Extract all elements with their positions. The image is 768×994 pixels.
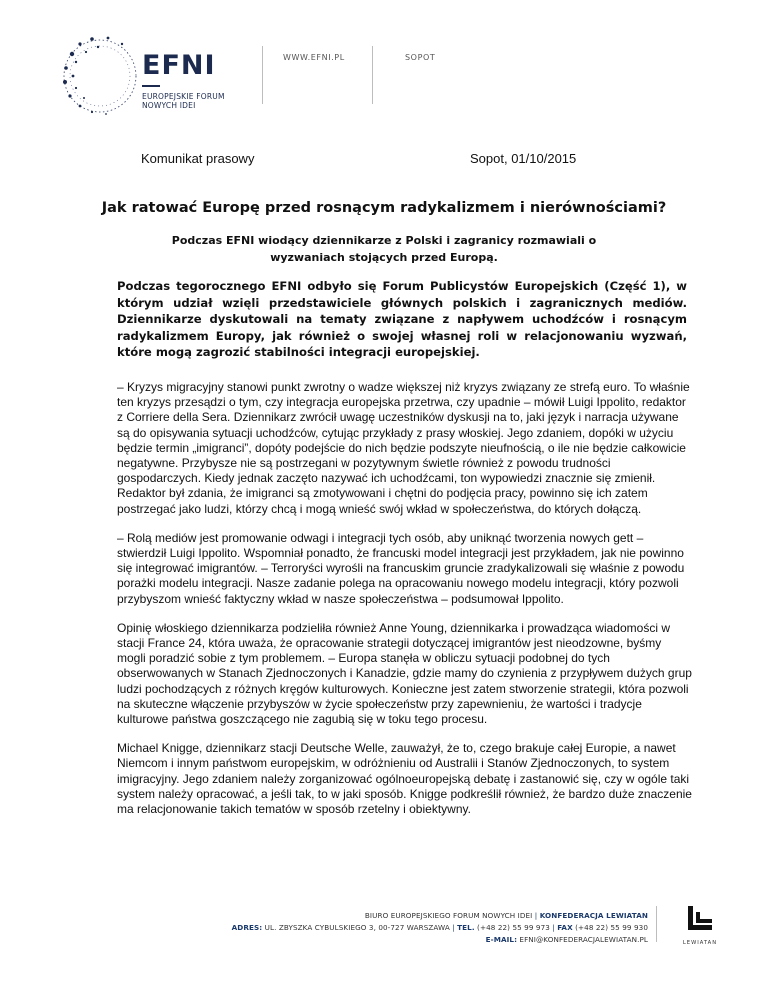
footer-fax-label: FAX <box>557 923 573 932</box>
footer-address-label: ADRES: <box>231 923 263 932</box>
body-paragraph-3: Opinię włoskiego dziennikarza podzieliła również Anne Young, dziennikarka i prowadząca wiadomości w stacji France 24, która uważa, że opracowanie strategii dotyczącej imigrantów jest nieodzowne, byśmy mogli poradzić sobie z tym problemem. – Europa stanęła w obliczu sytuacji podobnej do tych obserwowanych w Stanach Zjednoczonych i Kanadzie, gdzie mamy do czynienia z przypływem dużych grup ludzi pochodzących z różnych kręgów kulturowych. Konieczne jest zatem stworzenie strategii, która pozwoli na skuteczne włączenie przybyszów w życie społeczeństw przy zapewnieniu, że wartości i tradycje kulturowe państwa goszczącego nie zagubią się w toku tego procesu. <box>117 620 692 727</box>
body-paragraph-4: Michael Knigge, dziennikarz stacji Deutsche Welle, zauważył, że to, czego brakuje całej Europie, a nawet Niemcom i innym państwom europejskim, w odróżnieniu od Australii i Stanów Zjednoczonych, to system imigracyjny. Jego zdaniem należy zorganizować ogólnoeuropejską debatę i zastanowić się, czy w ogóle taki system należy opracować, a jeśli tak, to w jaki sposób. Knigge podkreślił również, że bardzo duże znaczenie ma relacjonowanie takich tematów w sposób rzetelny i obiektywny. <box>117 741 692 817</box>
efni-logo <box>142 52 225 110</box>
footer-email-label: E-MAIL: <box>485 935 518 944</box>
footer-office: BIURO EUROPEJSKIEGO FORUM NOWYCH IDEI <box>364 911 533 920</box>
lead-paragraph: Podczas tegorocznego EFNI odbyło się Forum Publicystów Europejskich (Część 1), w którym udział wzięli przedstawiciele głównych polskich i zagranicznych mediów. Dziennikarze dyskutowali na tematy związane z napływem uchodźców i rosnącym radykalizmem Europy, jak również o swojej własnej roli w relacjonowaniu wyzwań, które mogą zagrozić stabilności integracji europejskiej. <box>117 279 687 360</box>
footer-organization: KONFEDERACJA LEWIATAN <box>539 911 648 920</box>
efni-logo-graphic <box>56 32 146 122</box>
article-body <box>117 380 692 831</box>
footer-separator: | <box>549 923 558 932</box>
footer-fax: (+48 22) 55 99 930 <box>572 923 648 932</box>
efni-logo-circle-icon <box>56 32 146 122</box>
header-divider-2 <box>372 46 373 104</box>
body-paragraph-1: – Kryzys migracyjny stanowi punkt zwrotny o wadze większej niż kryzys związany ze strefą euro. To właśnie ten kryzys przesądzi o tym, czy integracja europejska przetrwa, czy upadnie – mówił Luigi Ippolito, redaktor z Corriere della Sera. Dziennikarz zwrócił uwagę uczestników dyskusji na to, jaki język i narracja używane są do opisywania sytuacji uchodźców, cytując przykłady z prasy włoskiej. Jego zdaniem, dopóki w użyciu będzie termin „imigranci”, dopóty podejście do nich będzie podszyte nieufnością, o ile nie będzie całkowicie negatywne. Przybysze nie są postrzegani w pozytywnym świetle również z powodu trudności gospodarczych. Kiedy jednak zaczęto nazywać ich uchodźcami, ton wypowiedzi znacznie się zmienił. Redaktor był zdania, że imigranci są zmotywowani i chętni do podjęcia pracy, powinno się ich zatem postrzegać jako ludzi, którzy chcą i mogą wnieść swój wkład w społeczeństwa, do których dołączą. <box>117 380 690 516</box>
city-label: SOPOT <box>405 53 436 62</box>
logo-name: EFNI <box>142 50 216 81</box>
footer-tel: (+48 22) 55 99 973 <box>474 923 550 932</box>
footer-line-2 <box>190 922 648 934</box>
footer-line-3 <box>190 934 648 946</box>
lewiatan-logo-icon <box>680 904 720 934</box>
body-paragraph-2: – Rolą mediów jest promowanie odwagi i integracji tych osób, aby uniknąć tworzenia nowych gett – stwierdził Luigi Ippolito. Wspomniał ponadto, że francuski model integracji jest przykładem, jak nie powinno się integrować imigrantów. – Terroryści wyrośli na francuskim gruncie zradykalizowali się właśnie z powodu porażki modelu integracji. Nasze zadanie polega na opracowaniu nowego modelu integracji, który pozwoli przybyszom wnieść faktyczny wkład w nasze społeczeństwa – podsumował Ippolito. <box>117 530 685 606</box>
lewiatan-label: LEWIATAN <box>682 940 718 946</box>
footer-separator: | <box>532 911 540 920</box>
footer-address: UL. ZBYSZKA CYBULSKIEGO 3, 00-727 WARSZAWA <box>262 923 450 932</box>
website-link[interactable]: WWW.EFNI.PL <box>283 53 345 62</box>
footer-email[interactable]: EFNI@KONFEDERACJALEWIATAN.PL <box>517 935 648 944</box>
page-subtitle: Podczas EFNI wiodący dziennikarze z Polski i zagranicy rozmawiali o wyzwaniach stojących przed Europą. <box>171 234 597 264</box>
footer-divider <box>656 906 657 942</box>
page-title: Jak ratować Europę przed rosnącym radykalizmem i nierównościami? <box>101 200 667 216</box>
logo-subtitle-line-1: EUROPEJSKIE FORUM <box>142 92 225 101</box>
footer-separator: | <box>449 923 458 932</box>
lewiatan-logo <box>680 904 720 946</box>
header-divider-1 <box>262 46 263 104</box>
footer-line-1 <box>190 910 648 922</box>
logo-rule <box>142 85 160 87</box>
footer-tel-label: TEL. <box>457 923 475 932</box>
logo-subtitle-line-2: NOWYCH IDEI <box>142 101 196 110</box>
footer-contact <box>190 910 648 946</box>
document-type: Komunikat prasowy <box>141 151 255 166</box>
document-date: Sopot, 01/10/2015 <box>470 151 577 166</box>
